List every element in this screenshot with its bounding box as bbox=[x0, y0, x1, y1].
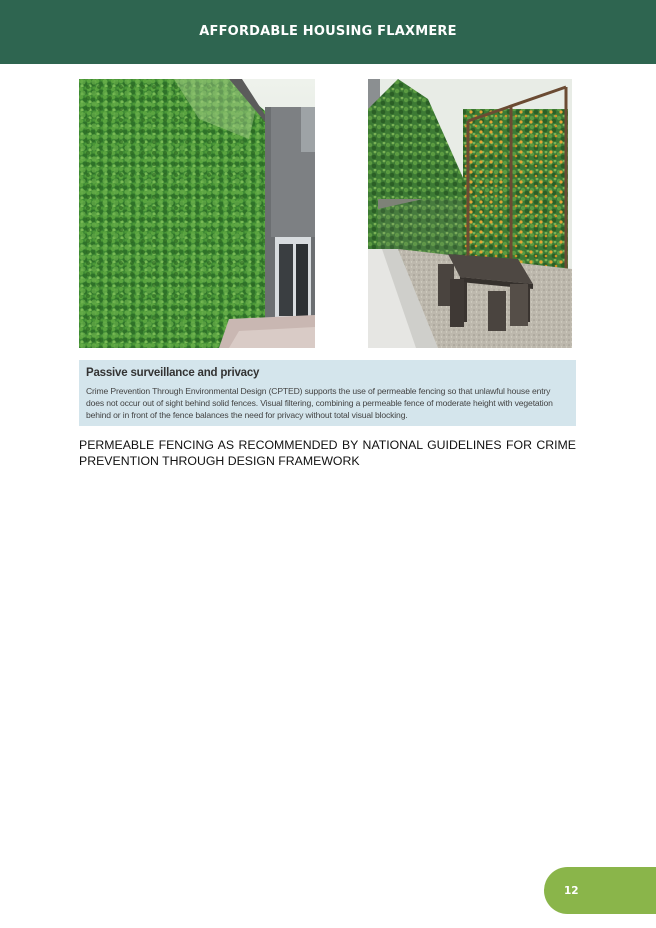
info-callout-box bbox=[79, 360, 576, 426]
callout-heading: Passive surveillance and privacy bbox=[86, 367, 260, 379]
photo-courtyard-trellis bbox=[368, 79, 572, 348]
page-header bbox=[0, 0, 656, 64]
figure-caption: PERMEABLE FENCING AS RECOMMENDED BY NATIONAL GUIDELINES FOR CRIME PREVENTION THROUGH DESIGN FRAMEWORK bbox=[79, 438, 576, 468]
photo-green-wall bbox=[79, 79, 315, 348]
header-title: AFFORDABLE HOUSING FLAXMERE bbox=[199, 23, 457, 39]
callout-body: Crime Prevention Through Environmental Design (CPTED) supports the use of permeable fencing so that unlawful house entry does not occur out of sight behind solid fences. Visual filtering, combining a permeable fence of moderate height with vegetation behind or in front of the fence balances the need for privacy without total visual blocking. bbox=[86, 386, 553, 420]
page-number-tab bbox=[544, 867, 656, 914]
page-number: 12 bbox=[564, 884, 579, 897]
